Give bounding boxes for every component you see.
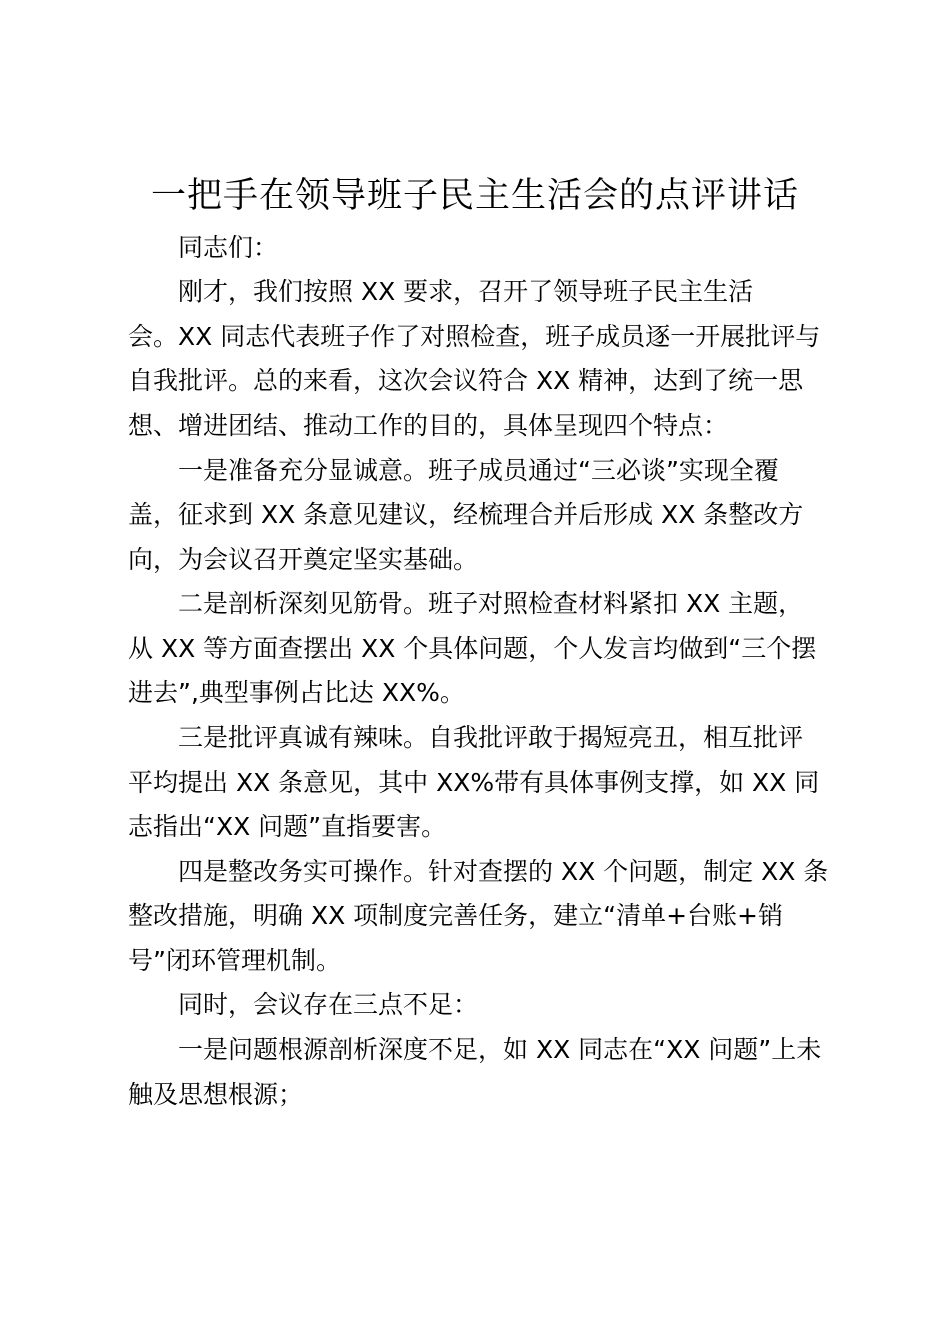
paragraph-intro-line-1: 刚才，我们按照 XX 要求，召开了领导班子民主生活 — [178, 277, 754, 306]
paragraph-point4-line-2: 整改措施，明确 XX 项制度完善任务，建立“清单+台账+销 — [128, 901, 783, 930]
paragraph-point4-line-1: 四是整改务实可操作。针对查摆的 XX 个问题，制定 XX 条 — [178, 857, 829, 886]
paragraph-shortcomings-intro: 同时，会议存在三点不足： — [178, 990, 479, 1019]
paragraph-point2-line-2: 从 XX 等方面查摆出 XX 个具体问题，个人发言均做到“三个摆 — [128, 634, 817, 663]
paragraph-point1-line-1: 一是准备充分显诚意。班子成员通过“三必谈”实现全覆 — [178, 456, 779, 485]
paragraph-shortcoming1-line-2: 触及思想根源； — [128, 1080, 304, 1109]
salutation: 同志们： — [178, 233, 279, 262]
paragraph-point2-line-1: 二是剖析深刻见筋骨。班子对照检查材料紧扣 XX 主题， — [178, 589, 804, 618]
paragraph-point1-line-3: 向，为会议召开奠定坚实基础。 — [128, 545, 479, 574]
paragraph-intro-line-2: 会。XX 同志代表班子作了对照检查，班子成员逐一开展批评与 — [128, 322, 821, 351]
document-title: 一把手在领导班子民主生活会的点评讲话 — [150, 176, 799, 216]
paragraph-point3-line-1: 三是批评真诚有辣味。自我批评敢于揭短亮丑，相互批评 — [178, 723, 804, 752]
paragraph-intro-line-3: 自我批评。总的来看，这次会议符合 XX 精神，达到了统一思 — [128, 366, 804, 395]
paragraph-shortcoming1-line-1: 一是问题根源剖析深度不足，如 XX 同志在“XX 问题”上未 — [178, 1035, 822, 1064]
paragraph-point4-line-3: 号”闭环管理机制。 — [128, 946, 341, 975]
paragraph-point3-line-3: 志指出“XX 问题”直指要害。 — [128, 812, 447, 841]
paragraph-point1-line-2: 盖，征求到 XX 条意见建议，经梳理合并后形成 XX 条整改方 — [128, 500, 804, 529]
paragraph-intro-line-4: 想、增进团结、推动工作的目的，具体呈现四个特点： — [128, 411, 729, 440]
paragraph-point3-line-2: 平均提出 XX 条意见，其中 XX%带有具体事例支撑，如 XX 同 — [128, 768, 820, 797]
paragraph-point2-line-3: 进去”,典型事例占比达 XX%。 — [128, 678, 465, 707]
